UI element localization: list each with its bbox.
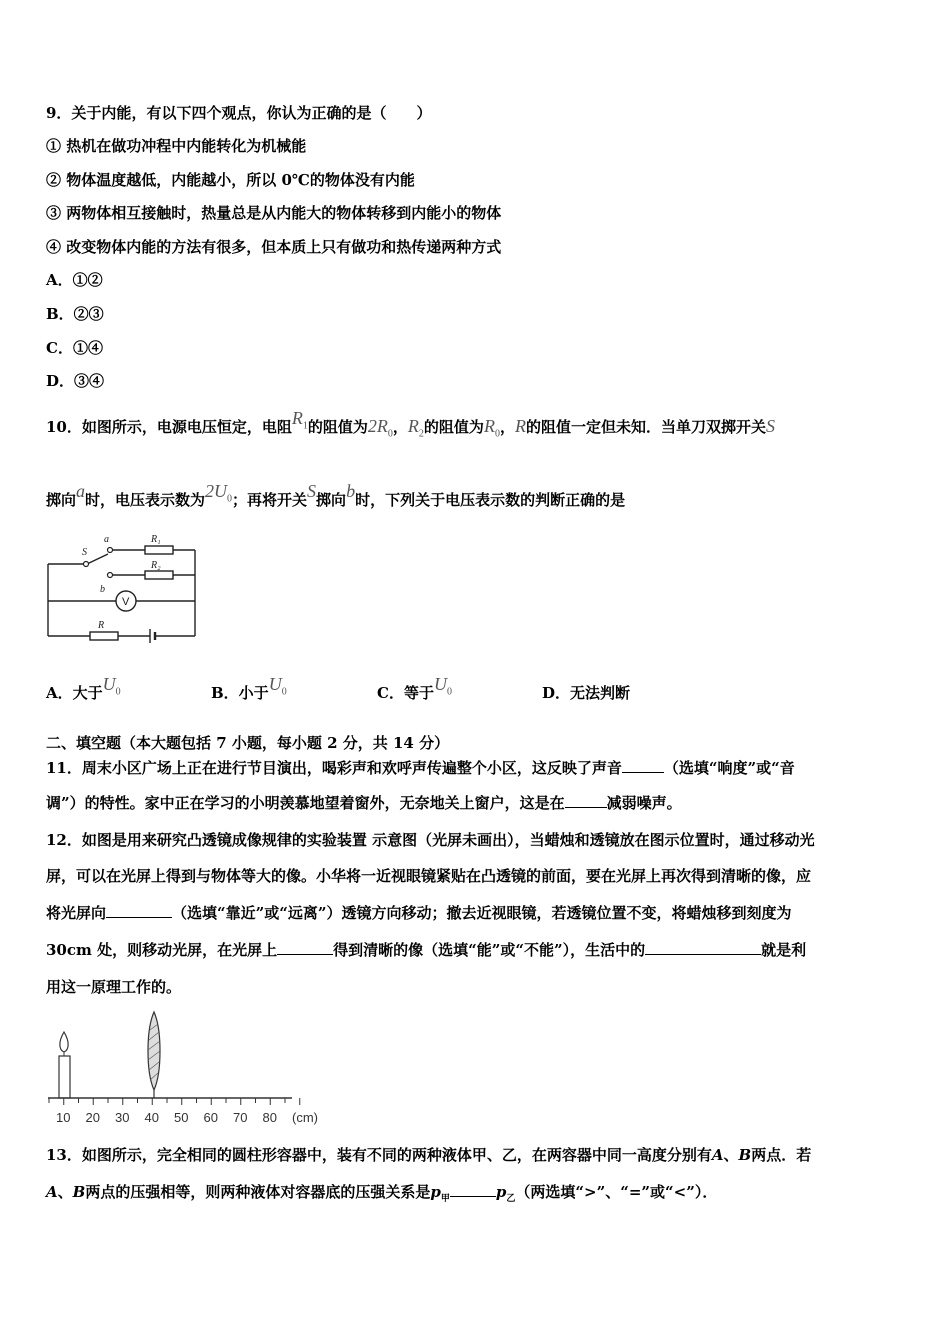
q10-text-4: ， — [499, 418, 515, 436]
q9-statement-2: ② 物体温度越低，内能越小，所以 0℃的物体没有内能 — [46, 171, 415, 189]
q12-text-4: 得到清晰的像（选填“能”或“不能”），生活中的 — [333, 941, 646, 959]
point-a-label: A — [711, 1146, 724, 1164]
q10-option-b-text: B．小于 — [211, 684, 269, 702]
q12-line4 — [46, 939, 806, 960]
switch-label: S — [82, 547, 87, 558]
q11-blank-1[interactable] — [622, 772, 664, 773]
ruler-tick-label: 20 — [85, 1110, 100, 1125]
q13-line1 — [46, 1144, 811, 1165]
r2-symbol: $R_2$ — [407, 416, 424, 440]
q9-option-a[interactable]: A．①② — [46, 271, 103, 289]
q10-text-1: 10．如图所示，电源电压恒定，电阻 — [46, 418, 292, 436]
circuit-diagram — [40, 530, 210, 645]
q11-text-3: 调”）的特性。家中正在学习的小明羡慕地望着窗外，无奈地关上窗户，这是在 — [46, 794, 565, 812]
q11-text-1: 11．周末小区广场上正在进行节目演出，喝彩声和欢呼声传遍整个小区，这反映了声音 — [46, 759, 622, 777]
q10-text-3: 的阻值为 — [423, 418, 484, 436]
b-symbol: b — [346, 481, 356, 501]
contact-b-label: b — [100, 584, 105, 595]
q13-text-2: 两点．若 — [751, 1146, 812, 1164]
point-b-label-2: B — [72, 1183, 86, 1201]
q11-line2 — [46, 792, 682, 813]
q10-text-10: 时，下列关于电压表示数的判断正确的是 — [355, 491, 626, 509]
q10-stem-line1 — [46, 408, 775, 440]
s-symbol-2: S — [307, 481, 317, 501]
q10-text-5: 的阻值一定但未知．当单刀双掷开关 — [525, 418, 766, 436]
q13-line2 — [46, 1181, 717, 1204]
point-b-label: B — [738, 1146, 752, 1164]
p-yi-subscript: 乙 — [506, 1194, 516, 1204]
q12-blank-2[interactable] — [277, 954, 333, 955]
q10-text-2: 的阻值为 — [307, 418, 368, 436]
q10-text-6: 掷向 — [46, 491, 77, 509]
q10-option-d[interactable]: D．无法判断 — [542, 684, 631, 702]
q9-stem: 9．关于内能，有以下四个观点，你认为正确的是（ ） — [46, 104, 432, 122]
q9-option-d[interactable]: D．③④ — [46, 372, 105, 390]
ruler-tick-label: 30 — [115, 1110, 130, 1125]
q13-text-4: （两选填“>”、“=”或“<”）． — [515, 1183, 718, 1201]
q11-text-2: （选填“响度”或“音 — [663, 759, 795, 777]
q13-blank[interactable] — [450, 1196, 496, 1197]
r-label: R — [98, 620, 105, 631]
ruler-tick-label: 40 — [144, 1110, 159, 1125]
q13-text-1: 13．如图所示，完全相同的圆柱形容器中，装有不同的两种液体甲、乙，在两容器中同一高度分别有 — [46, 1146, 712, 1164]
u0-symbol-b: $U_0$ — [268, 674, 287, 698]
q13-sep-2: 、 — [57, 1183, 73, 1201]
q12-blank-3[interactable] — [645, 954, 761, 955]
u0-symbol-a: $U_0$ — [102, 674, 121, 698]
ruler-tick-label: 50 — [174, 1110, 189, 1125]
q13-sep-1: 、 — [723, 1146, 739, 1164]
ruler-tick-label: 70 — [233, 1110, 248, 1125]
q11-blank-2[interactable] — [565, 807, 607, 808]
q10-option-c[interactable] — [377, 674, 452, 706]
candle-icon — [59, 1056, 70, 1098]
point-a-label-2: A — [46, 1183, 58, 1201]
q12-text-2: （选填“靠近”或“远离”）透镜方向移动；撤去近视眼镜，若透镜位置不变，将蜡烛移到刻度为 — [172, 904, 792, 922]
q10-option-c-text: C．等于 — [377, 684, 434, 702]
q12-text-3: 30cm 处，则移动光屏，在光屏上 — [46, 941, 278, 959]
candle-flame-icon — [60, 1032, 68, 1052]
q9-option-c[interactable]: C．①④ — [46, 339, 103, 357]
r1-label: R₁ — [151, 534, 161, 545]
p-jia-symbol: p — [430, 1183, 441, 1201]
q12-line5: 用这一原理工作的。 — [46, 978, 182, 996]
r0-symbol: $R_0$ — [483, 416, 500, 440]
q10-stem-line2 — [46, 481, 626, 513]
q10-text-8: ；再将开关 — [232, 491, 308, 509]
ruler-tick-label: (cm) — [292, 1110, 318, 1125]
q9-option-b[interactable]: B．②③ — [46, 305, 104, 323]
q12-blank-1[interactable] — [106, 917, 172, 918]
r2-label: R₂ — [151, 560, 161, 571]
q11-text-4: 减弱噪声。 — [606, 794, 682, 812]
r1-symbol: $R_1$ — [291, 408, 308, 432]
ruler-tick-label: 10 — [56, 1110, 71, 1125]
ruler-tick-label: 80 — [262, 1110, 277, 1125]
q12-line1: 12．如图是用来研究凸透镜成像规律的实验装置 示意图（光屏未画出），当蜡烛和透镜放在图示位置时，通过移动光 — [46, 831, 815, 849]
ruler-tick-label: 60 — [203, 1110, 218, 1125]
q12-line2: 屏，可以在光屏上得到与物体等大的像。小华将一近视眼镜紧贴在凸透镜的前面，要在光屏上再次得到清晰的像，应 — [46, 867, 812, 885]
r-symbol: R — [514, 416, 526, 436]
q11-line1 — [46, 757, 795, 778]
q12-text-1: 将光屏向 — [46, 904, 107, 922]
contact-a-label: a — [104, 534, 109, 545]
voltmeter-label: V — [122, 596, 130, 608]
q12-line3 — [46, 902, 792, 923]
section2-title: 二、填空题（本大题包括 7 小题，每小题 2 分，共 14 分） — [46, 734, 450, 752]
q10-text-9: 掷向 — [316, 491, 347, 509]
p-yi-symbol: p — [495, 1183, 507, 1201]
q12-text-5: 就是利 — [761, 941, 807, 959]
q9-statement-1: ① 热机在做功冲程中内能转化为机械能 — [46, 137, 307, 155]
q10-option-b[interactable] — [211, 674, 287, 706]
q9-statement-4: ④ 改变物体内能的方法有很多，但本质上只有做功和热传递两种方式 — [46, 238, 502, 256]
2u0-symbol: $2U_0$ — [205, 481, 233, 505]
convex-lens-icon — [148, 1012, 160, 1090]
p-jia-subscript: 甲 — [440, 1194, 450, 1204]
q10-option-a[interactable] — [46, 674, 121, 706]
optical-bench-figure — [40, 1010, 330, 1135]
a-symbol: a — [76, 481, 86, 501]
2r0-symbol: $2R_0$ — [367, 416, 393, 440]
q10-text-7: 时，电压表示数为 — [85, 491, 206, 509]
q10-comma: ， — [392, 418, 408, 436]
q9-statement-3: ③ 两物体相互接触时，热量总是从内能大的物体转移到内能小的物体 — [46, 204, 502, 222]
u0-symbol-c: $U_0$ — [433, 674, 452, 698]
q10-option-a-text: A．大于 — [46, 684, 103, 702]
q13-text-3: 两点的压强相等，则两种液体对容器底的压强关系是 — [85, 1183, 431, 1201]
s-symbol: S — [765, 416, 775, 436]
